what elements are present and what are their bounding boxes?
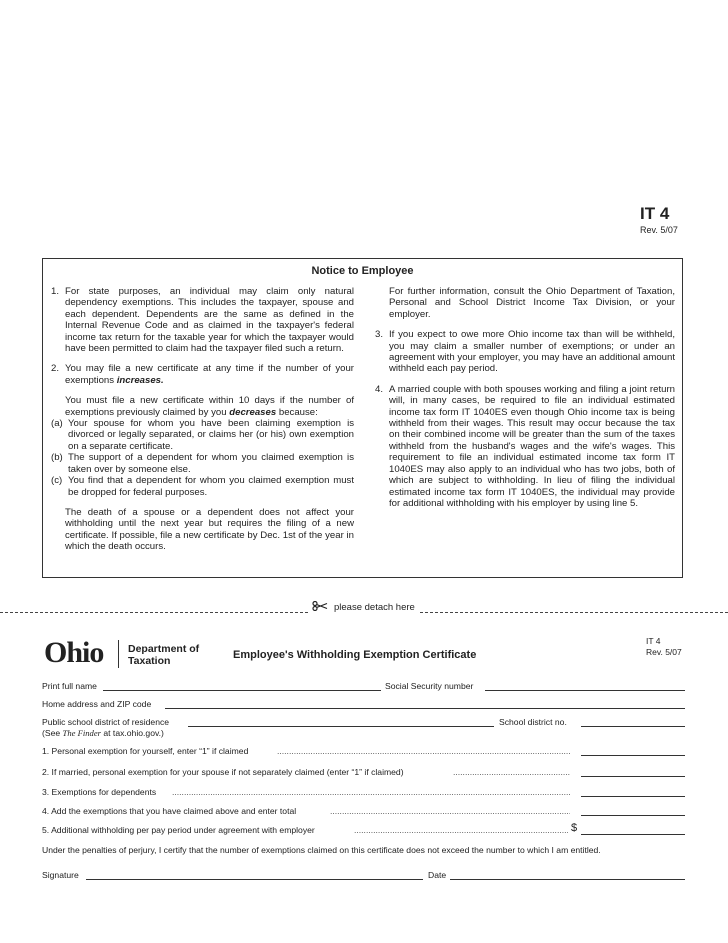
item-number: 3.: [375, 329, 384, 341]
emphasis-text: increases.: [116, 374, 164, 386]
line-1-label: 1. Personal exemption for yourself, enter “1” if claimed: [42, 746, 249, 756]
line-2-leader: [453, 767, 570, 777]
item-number: 4.: [375, 383, 384, 395]
form-revision: Rev. 5/07: [640, 225, 678, 235]
detach-label: please detach here: [334, 602, 415, 613]
school-district-field[interactable]: [188, 726, 494, 727]
department-line-1: Department of: [128, 643, 200, 655]
address-label: Home address and ZIP code: [42, 699, 152, 709]
date-field[interactable]: [450, 879, 685, 880]
signature-field[interactable]: [86, 879, 423, 880]
item-number: 2.: [51, 363, 60, 375]
notice-item-2: [51, 363, 354, 386]
perjury-statement: Under the penalties of perjury, I certify that the number of exemptions claimed on this certificate does not exceed the number to which I am entitled.: [42, 845, 601, 855]
item-text: The death of a spouse or a dependent does not affect your withholding until the next year but requires the filing of a new certificate. If possible, file a new certificate by Dec. 1st of the year in which the death occurs.: [65, 506, 354, 553]
notice-sub-c: [51, 475, 354, 498]
school-district-no-field[interactable]: [581, 726, 685, 727]
notice-sub-b: [51, 452, 354, 475]
notice-item-4: [375, 384, 675, 509]
line-2-label: 2. If married, personal exemption for your spouse if not separately claimed (enter “1” if claimed): [42, 767, 404, 777]
ssn-label: Social Security number: [385, 681, 474, 691]
line-4-leader: [330, 806, 570, 816]
notice-item-1: [51, 286, 354, 354]
department-name: [128, 643, 199, 667]
sub-number: (b): [51, 452, 63, 464]
sub-number: (c): [51, 475, 63, 487]
print-name-label: Print full name: [42, 681, 97, 691]
emphasis-text: decreases: [229, 406, 277, 418]
item-text: A married couple with both spouses working and filing a joint return will, in many cases, be required to file an individual estimated income tax form IT 1040ES even though Ohio income tax is being withheld from their wages. This result may occur because the tax on their combined income will be greater than the sum of the taxes withheld from the husband's wages and the wife's wages. This requirement to file an individual estimated income tax form IT 1040ES may also apply to an individual who has two jobs, both of which are subject to withholding. In lieu of filing the individual estimated income tax form IT 1040ES, the individual may provide for additional withholding with his employer by using line 5.: [389, 383, 675, 509]
line-4-label: 4. Add the exemptions that you have claimed above and enter total: [42, 806, 297, 816]
notice-title: Notice to Employee: [311, 265, 414, 277]
notice-further-info: [375, 286, 675, 320]
item-number: 1.: [51, 286, 60, 297]
line-1-field[interactable]: [581, 755, 685, 756]
item-text: because:: [276, 406, 318, 418]
notice-box: [42, 258, 683, 578]
item-text: You must file a new certificate within 10 days if the number of exemptions previously claimed by you: [65, 395, 354, 418]
department-line-2: Taxation: [128, 655, 171, 667]
certificate-title: Employee's Withholding Exemption Certificate: [233, 649, 477, 661]
item-text: You may file a new certificate at any time if the number of your exemptions: [65, 363, 354, 386]
item-text: For state purposes, an individual may claim only natural dependency exemptions. This includes the taxpayer, spouse and each dependent. Dependents are the same as defined in the Internal Revenue Code and as claimed in the taxpayer's federal income tax return for the taxable year for which the taxpayer would have been permitted to claim had the taxpayer filed such a return.: [65, 286, 354, 355]
finder-note-prefix: (See: [42, 728, 63, 738]
logo-divider: [118, 640, 119, 668]
item-text: For further information, consult the Ohio Department of Taxation, Personal and School District Income Tax Division, or your employer.: [389, 286, 675, 320]
line-5-leader: [354, 825, 568, 835]
address-field[interactable]: [165, 708, 685, 709]
finder-note-title: The Finder: [62, 728, 101, 738]
dollar-sign: $: [571, 822, 578, 834]
print-name-field[interactable]: [103, 690, 381, 691]
date-label: Date: [428, 870, 447, 880]
scissors-icon: [312, 601, 328, 614]
notice-item-2-detail: [51, 395, 354, 418]
line-5-field[interactable]: [581, 834, 685, 835]
line-5-label: 5. Additional withholding per pay period under agreement with employer: [42, 825, 315, 835]
certificate-revision: Rev. 5/07: [646, 647, 682, 657]
finder-note-suffix: at tax.ohio.gov.): [100, 728, 164, 738]
school-district-no-label: School district no.: [499, 717, 567, 727]
notice-item-3: [375, 329, 675, 375]
line-2-field[interactable]: [581, 776, 685, 777]
line-3-label: 3. Exemptions for dependents: [42, 787, 157, 797]
line-1-leader: [277, 746, 570, 756]
line-3-leader: [172, 787, 570, 797]
sub-text: The support of a dependent for whom you claimed exemption is taken over by someone else.: [68, 452, 354, 475]
notice-left-column: [51, 286, 354, 562]
detach-label-group: [308, 601, 419, 614]
signature-label: Signature: [42, 870, 79, 880]
sub-text: Your spouse for whom you have been claiming exemption is divorced or legally separated, or claims her (or his) own exemption on a separate certificate.: [68, 418, 354, 452]
school-district-label: Public school district of residence: [42, 717, 170, 727]
line-3-field[interactable]: [581, 796, 685, 797]
certificate-form-number: IT 4: [646, 636, 661, 646]
notice-sub-a: [51, 418, 354, 452]
form-id: IT 4: [640, 204, 670, 223]
line-4-field[interactable]: [581, 815, 685, 816]
notice-death-paragraph: [51, 507, 354, 553]
item-text: If you expect to owe more Ohio income tax than will be withheld, you may claim a smaller number of exemptions; or under an agreement with your employer, you may have an additional amount withheld each pay period.: [389, 329, 675, 375]
sub-text: You find that a dependent for whom you claimed exemption must be dropped for federal purposes.: [68, 475, 354, 498]
certificate-form-id: [646, 636, 682, 658]
ssn-field[interactable]: [485, 690, 685, 691]
finder-note: [42, 728, 164, 738]
ohio-logo: Ohio: [44, 636, 104, 669]
notice-right-column: [375, 286, 675, 518]
sub-number: (a): [51, 418, 63, 430]
